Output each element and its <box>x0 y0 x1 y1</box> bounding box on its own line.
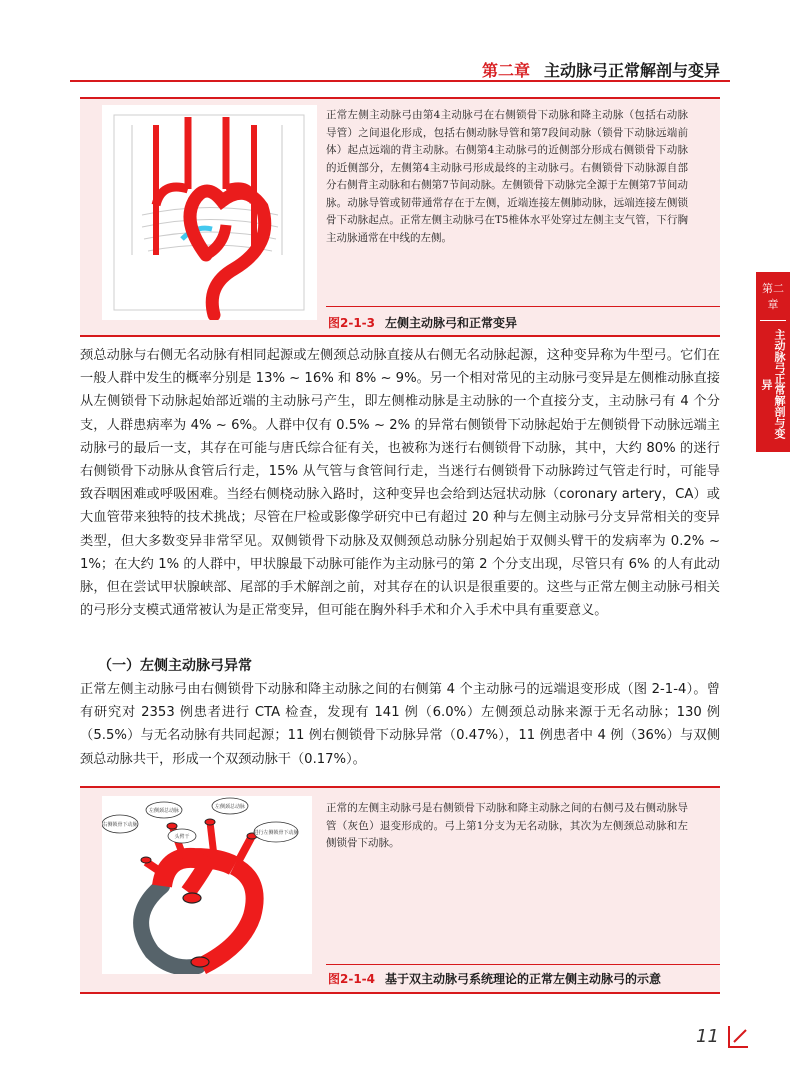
figure-2-1-4-caption <box>328 970 661 987</box>
header-rule <box>70 80 730 82</box>
label-right-subclavian: 右侧锁骨下动脉 <box>102 822 138 828</box>
figure-2-1-4-description: 正常的左侧主动脉弓是右侧锁骨下动脉和降主动脉之间的右侧弓及右侧动脉导管（灰色）退变形成的。弓上第1分支为无名动脉，其次为左侧颈总动脉和左侧锁骨下动脉。 <box>326 802 688 849</box>
figure-2-1-4-box <box>80 786 720 994</box>
figure-2-1-3-image <box>102 105 317 320</box>
header-chapter-title: 主动脉弓正常解剖与变异 <box>543 61 720 80</box>
caption-rule <box>326 306 720 307</box>
paragraph: 颈总动脉与右侧无名动脉有相同起源或左侧颈总动脉直接从右侧无名动脉起源，这种变异称为牛型弓。它们在一般人群中发生的概率分别是 13% ~ 16% 和 8% ~ 9%。另一个相对常见的主动脉弓变异是左侧椎动脉直接从左侧锁骨下动脉起始部近端的主动脉弓产生，即左侧椎动脉是主动脉的一个直接分支，主动脉弓有 4 个分支，人群患病率为 4% ~ 6%。人群中仅有 0.5% ~ 2% 的异常右侧锁骨下动脉起始于左侧锁骨下动脉远端主动脉弓的最后一支，其存在可能与唐氏综合征有关，也被称为迷行右侧锁骨下动脉，其中，大约 80% 的迷行右侧锁骨下动脉从食管后行走，15% 从气管与食管间行走，当迷行右侧锁骨下动脉跨过气管走行时，可能导致吞咽困难或呼吸困难。当经右侧桡动脉入路时，这种变异也会给到达冠状动脉（coronary artery，CA）或大血管带来独特的技术挑战；尽管在尸检或影像学研究中已有超过 20 种与左侧主动脉弓分支异常相关的变异类型，但大多数变异非常罕见。双侧锁骨下动脉及双侧颈总动脉分别起始于双侧头臂干的发病率为 0.2% ~ 1%；在大约 1% 的人群中，甲状腺最下动脉可能作为主动脉弓的第 2 个分支出现，尽管只有 6% 的人有此动脉，但在尝试甲状腺峡部、尾部的手术解剖之前，对其存在的认识是很重要的。这些与正常左侧主动脉弓相关的弓形分支模式通常被认为是正常变异，但可能在胸外科手术和介入手术中具有重要意义。 <box>80 348 720 619</box>
label-left-subclavian: 进行左侧锁骨下动脉 <box>253 830 299 836</box>
running-header <box>70 52 730 82</box>
label-left-common-carotid: 左侧颈总动脉 <box>148 808 180 814</box>
left-aortic-arch-illustration <box>102 105 317 320</box>
body-text-1 <box>80 344 720 622</box>
section-subheading: （一）左侧主动脉弓异常 <box>98 658 252 674</box>
corner-mark-icon <box>726 1024 750 1050</box>
label-right-common-carotid: 左侧颈总动脉 <box>214 804 246 810</box>
figure-number: 图2-1-4 <box>328 972 376 986</box>
chapter-side-tab <box>756 272 790 452</box>
figure-number: 图2-1-3 <box>328 316 376 330</box>
figure-2-1-3-box <box>80 97 720 337</box>
header-chapter: 第二章 <box>481 61 530 80</box>
side-tab-title: 主动脉弓正常解剖与变异 <box>760 329 786 439</box>
figure-2-1-3-description: 正常左侧主动脉弓由第4主动脉弓在右侧锁骨下动脉和降主动脉（包括右动脉导管）之间退化形成，包括右侧动脉导管和第7段间动脉（锁骨下动脉远端前体）起点远端的背主动脉。右侧第4主动脉弓的近侧部分形成右侧锁骨下动脉的近侧部分，左侧第4主动脉弓形成最终的主动脉弓。右侧锁骨下动脉源自部分右侧背主动脉和右侧第7节间动脉。左侧锁骨下动脉完全源于左侧第7节间动脉。动脉导管或韧带通常存在于左侧，近端连接左侧肺动脉，远端连接左侧锁骨下动脉起点。正常左侧主动脉弓在T5椎体水平处穿过左侧主支气管，下行胸主动脉通常在中线的左侧。 <box>326 109 688 244</box>
figure-2-1-4-image <box>102 796 312 974</box>
body-text-2 <box>80 678 720 771</box>
figure-title: 基于双主动脉弓系统理论的正常左侧主动脉弓的示意 <box>385 972 662 986</box>
paragraph: 正常左侧主动脉弓由右侧锁骨下动脉和降主动脉之间的右侧第 4 个主动脉弓的远端退变形成（图 2-1-4）。曾有研究对 2353 例患者进行 CTA 检查，发现有 141 例（6.0%）左侧颈总动脉来源于无名动脉；130 例（5.5%）与无名动脉有共同起源；11 例右侧锁骨下动脉异常（0.47%），11 例患者中 4 例（36%）与双侧颈总动脉共干，形成一个双颈动脉干（0.17%）。 <box>80 682 720 767</box>
page-number: 11 <box>696 1026 719 1047</box>
double-arch-schematic <box>102 796 312 974</box>
label-brachiocephalic: 头臂干 <box>174 834 190 840</box>
header-title <box>482 58 720 81</box>
caption-rule <box>326 964 720 965</box>
side-tab-chapter: 第二章 <box>760 272 786 321</box>
figure-2-1-3-caption <box>328 314 517 331</box>
figure-title: 左侧主动脉弓和正常变异 <box>385 316 518 330</box>
